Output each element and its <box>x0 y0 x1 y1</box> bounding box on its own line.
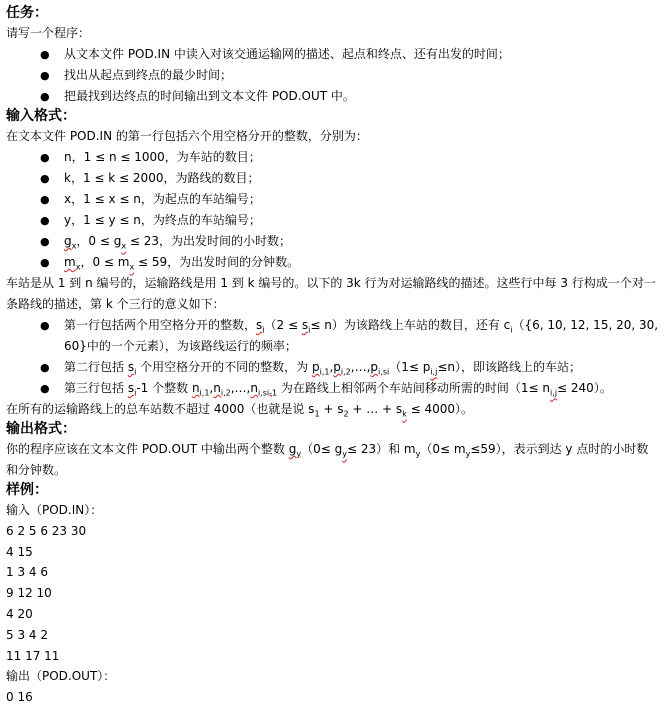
sample-input-line: 4 15 <box>6 544 33 559</box>
bullet-icon: ● <box>40 256 50 269</box>
task-item <box>6 86 660 107</box>
bullet-icon: ● <box>40 193 50 206</box>
param-item: ● $m_x$，$0 \le m_x \le 59$，为出发时间的分钟数。 <box>6 252 660 273</box>
param-name: k <box>64 171 71 185</box>
route-line-1: ● 第一行包括两个用空格分开的整数，$s_i(2 \le s_i\le n)$为该路线上车站的数目，还有 $c_i(\{6$, 10, 12, 15, 20, 30, 60}中的一个元素），为该路线运行的频率； <box>6 315 660 357</box>
input-format-intro: 在文本文件 POD.IN 的第一行包括六个用空格分开的整数，分别为： <box>6 129 368 143</box>
param-range: $0 \le m_x \le 59$ <box>92 255 168 272</box>
param-item: ● y，1 ≤ y ≤ n，为终点的车站编号； <box>6 210 660 231</box>
route-line-3: ● 第三行包括 $s_i-1$ 个整数 $n_{i,1},n_{i,2},\dots,n_{i,si-1}$ 为在路线上相邻两个车站间移动所需的时间$(1\le n_{i,j}\le 240)$。 <box>6 378 660 399</box>
task-item-text: 把最找到达终点的时间输出到文本文件 POD.OUT 中。 <box>64 89 355 103</box>
param-item: ● n，1 ≤ n ≤ 1000，为车站的数目； <box>6 147 660 168</box>
bullet-icon: ● <box>40 361 50 374</box>
bullet-icon: ● <box>40 69 50 82</box>
bullet-icon: ● <box>40 151 50 164</box>
bullet-icon: ● <box>40 90 50 103</box>
bullet-icon: ● <box>40 172 50 185</box>
sample-input-line: 4 20 <box>6 606 33 621</box>
param-desc: 为终点的车站编号； <box>152 213 261 227</box>
bullet-icon: ● <box>40 214 50 227</box>
param-range: 1 ≤ x ≤ n <box>83 192 141 206</box>
param-desc: 为出发时间的分钟数。 <box>179 255 300 269</box>
bullet-icon: ● <box>40 235 50 248</box>
param-range: 1 ≤ y ≤ n <box>83 213 141 227</box>
route-line-2: ● 第二行包括 $s_i$ 个用空格分开的不同的整数，为 $p_{i,1},p_{i,2},\dots,p_{i,si}(1\le p_{i,j}\le n)$，即该路线上的车站； <box>6 357 660 378</box>
output-format-text: 你的程序应该在文本文件 POD.OUT 中输出两个整数 $g_y(0\le g_y\le 23)$和 $m_y(0\le m_y\le 59)$，表示到达 y 点时的小时数和分钟数。 <box>6 442 649 477</box>
task-item <box>6 65 660 86</box>
task-item-text: 从文本文件 POD.IN 中读入对该交通运输网的描述、起点和终点、还有出发的时间； <box>64 47 510 61</box>
bullet-icon: ● <box>40 319 50 332</box>
param-desc: 为车站的数目； <box>176 150 261 164</box>
param-name: y <box>64 213 72 227</box>
output-format-heading: 输出格式： <box>6 421 76 437</box>
param-range: 1 ≤ n ≤ 1000 <box>83 150 165 164</box>
task-item-text: 找出从起点到终点的最少时间； <box>64 68 233 82</box>
sample-output-line: 0 16 <box>6 690 33 705</box>
task-item <box>6 44 660 65</box>
param-item: ● $g_x$，$0 \le g_x \le 23$，为出发时间的小时数； <box>6 231 660 252</box>
sample-input-line: 9 12 10 <box>6 586 52 601</box>
param-name: x <box>64 192 72 206</box>
param-item: ● k，1 ≤ k ≤ 2000，为路线的数目； <box>6 168 660 189</box>
param-name: $g_x$ <box>64 234 77 251</box>
sample-output-label: 输出（POD.OUT）： <box>6 669 116 684</box>
sample-input-line: 6 2 5 6 23 30 <box>6 523 87 538</box>
param-range: $0 \le g_x \le 23$ <box>88 234 159 251</box>
param-desc: 为出发时间的小时数； <box>171 234 292 248</box>
param-range: 1 ≤ k ≤ 2000 <box>82 171 164 185</box>
task-intro: 请写一个程序： <box>6 26 91 40</box>
stations-paragraph: 车站是从 1 到 n 编号的，运输路线是用 1 到 k 编号的。以下的 3k 行为对运输路线的描述。这些行中每 3 行构成一个对一条路线的描述，第 k 个三行的意义如下： <box>6 276 656 311</box>
sample-heading: 样例： <box>6 482 48 498</box>
input-format-heading: 输入格式： <box>6 108 76 124</box>
bullet-icon: ● <box>40 382 50 395</box>
document-page <box>6 4 660 708</box>
task-heading: 任务： <box>6 5 48 21</box>
param-name: n <box>64 150 72 164</box>
sample-input-line: 1 3 4 6 <box>6 565 48 580</box>
param-desc: 为路线的数目； <box>175 171 260 185</box>
sample-input-line: 11 17 11 <box>6 648 60 663</box>
bullet-icon: ● <box>40 48 50 61</box>
sample-input-label: 输入（POD.IN）： <box>6 503 103 517</box>
sample-input-line: 5 3 4 2 <box>6 627 48 642</box>
param-desc: 为起点的车站编号； <box>152 192 261 206</box>
param-item: ● x，1 ≤ x ≤ n，为起点的车站编号； <box>6 189 660 210</box>
param-name: $m_x$ <box>64 255 81 272</box>
total-stations-text: 在所有的运输路线上的总车站数不超过 4000（也就是说 $s_1 + s_2$ + … + $s_k \le 4000$）。 <box>6 402 474 419</box>
